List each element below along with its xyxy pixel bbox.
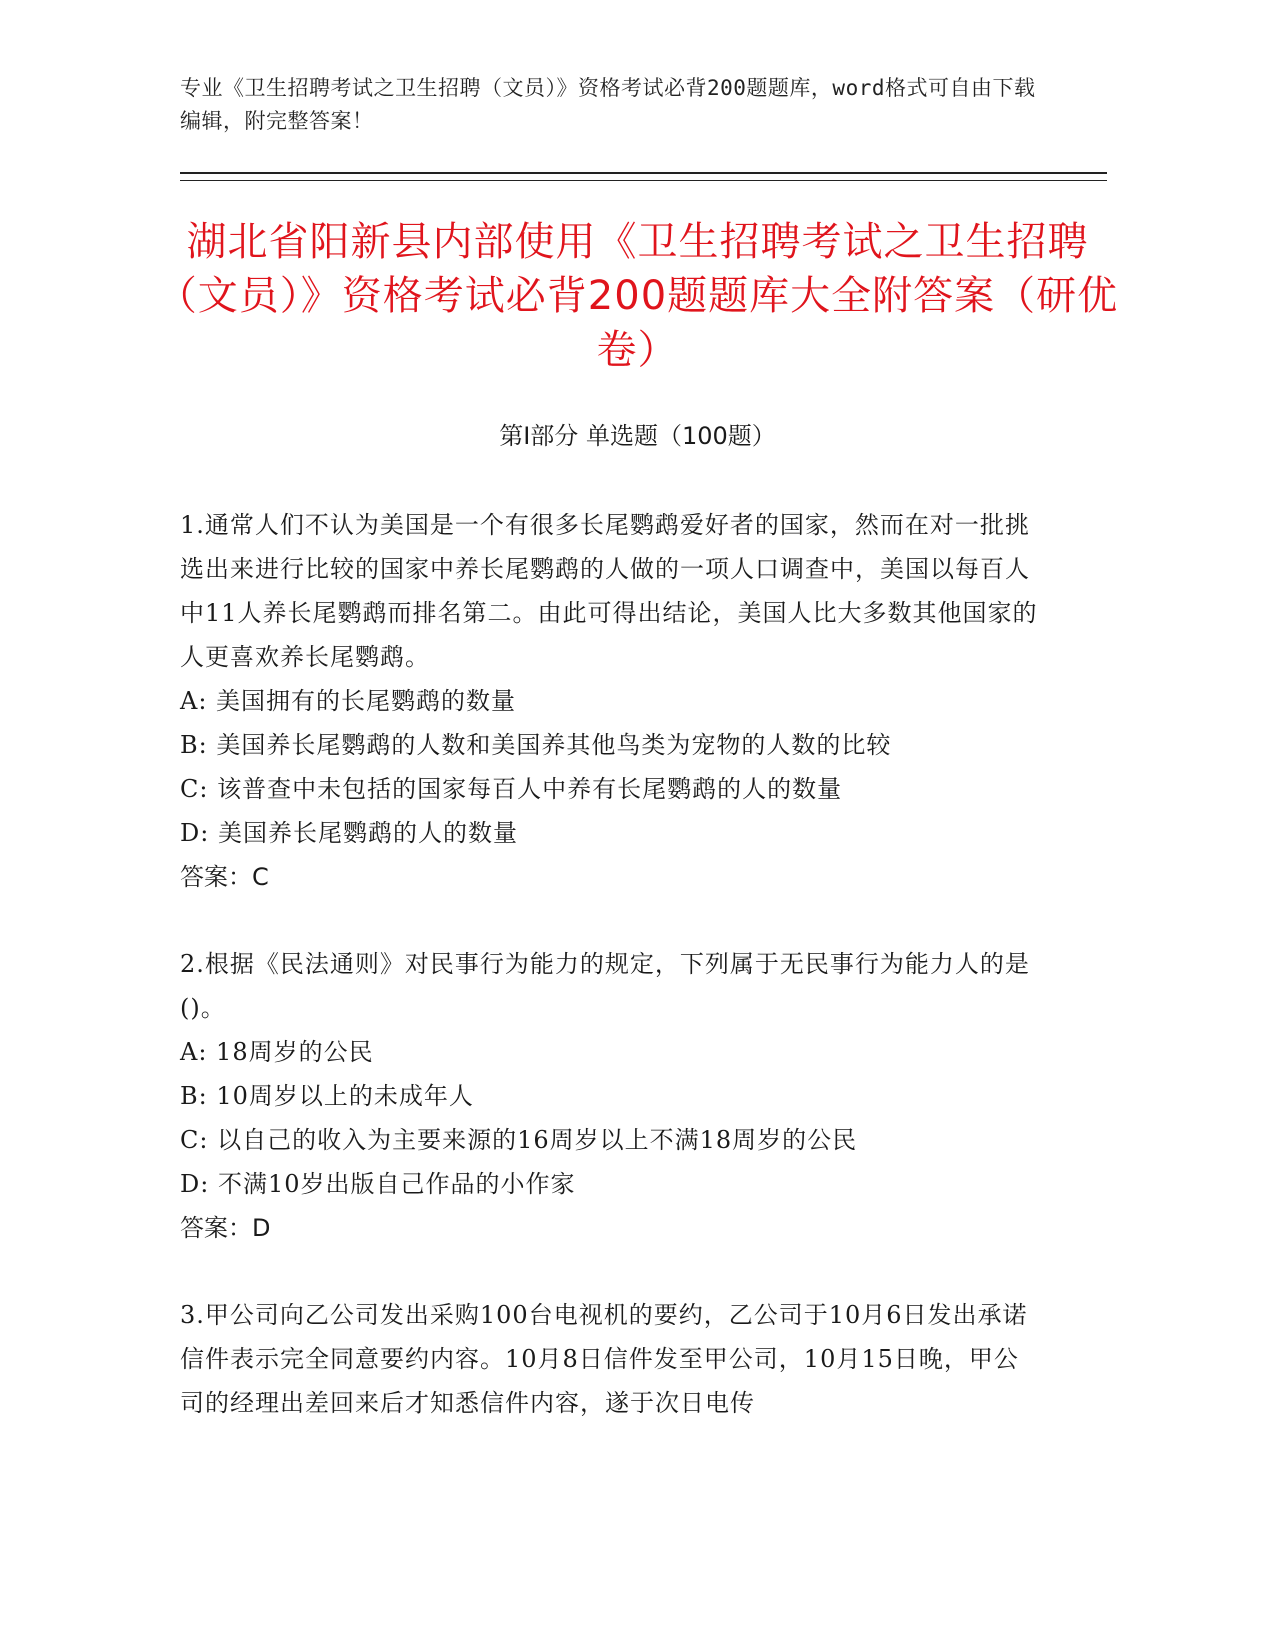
header-note: 专业《卫生招聘考试之卫生招聘（文员）》资格考试必背200题题库，word格式可自由下载编辑，附完整答案！ [180, 76, 1036, 133]
answer: 答案：C [180, 863, 269, 891]
option-b: B: 10周岁以上的未成年人 [180, 1082, 474, 1110]
option-a: A: 18周岁的公民 [180, 1038, 374, 1066]
document-title: 湖北省阳新县内部使用《卫生招聘考试之卫生招聘（文员）》资格考试必背200题题库大全附答案（研优卷） [156, 219, 1119, 373]
section-heading: 第Ⅰ部分 单选题（100题） [499, 422, 776, 450]
option-d: D: 不满10岁出版自己作品的小作家 [180, 1170, 576, 1198]
header-divider-thick [180, 172, 1107, 174]
header-divider-thin [180, 180, 1107, 181]
option-b: B: 美国养长尾鹦鹉的人数和美国养其他鸟类为宠物的人数的比较 [180, 731, 892, 759]
option-a: A: 美国拥有的长尾鹦鹉的数量 [180, 687, 517, 715]
option-d: D: 美国养长尾鹦鹉的人的数量 [180, 819, 518, 847]
option-c: C: 该普查中未包括的国家每百人中养有长尾鹦鹉的人的数量 [180, 775, 843, 803]
question-stem: 3.甲公司向乙公司发出采购100台电视机的要约，乙公司于10月6日发出承诺信件表示完全同意要约内容。10月8日信件发至甲公司，10月15日晚，甲公司的经理出差回来后才知悉信件内容，遂于次日电传 [180, 1301, 1028, 1417]
answer: 答案：D [180, 1214, 271, 1242]
question-stem: 2.根据《民法通则》对民事行为能力的规定，下列属于无民事行为能力人的是()。 [180, 950, 1030, 1022]
option-c: C: 以自己的收入为主要来源的16周岁以上不满18周岁的公民 [180, 1126, 858, 1154]
question-stem: 1.通常人们不认为美国是一个有很多长尾鹦鹉爱好者的国家，然而在对一批挑选出来进行比较的国家中养长尾鹦鹉的人做的一项人口调查中，美国以每百人中11人养长尾鹦鹉而排名第二。由此可得出结论，美国人比大多数其他国家的人更喜欢养长尾鹦鹉。 [180, 511, 1038, 671]
question-1 [180, 503, 1040, 899]
question-3 [180, 1293, 1040, 1425]
question-2 [180, 942, 1040, 1250]
question-list [180, 503, 1040, 1468]
